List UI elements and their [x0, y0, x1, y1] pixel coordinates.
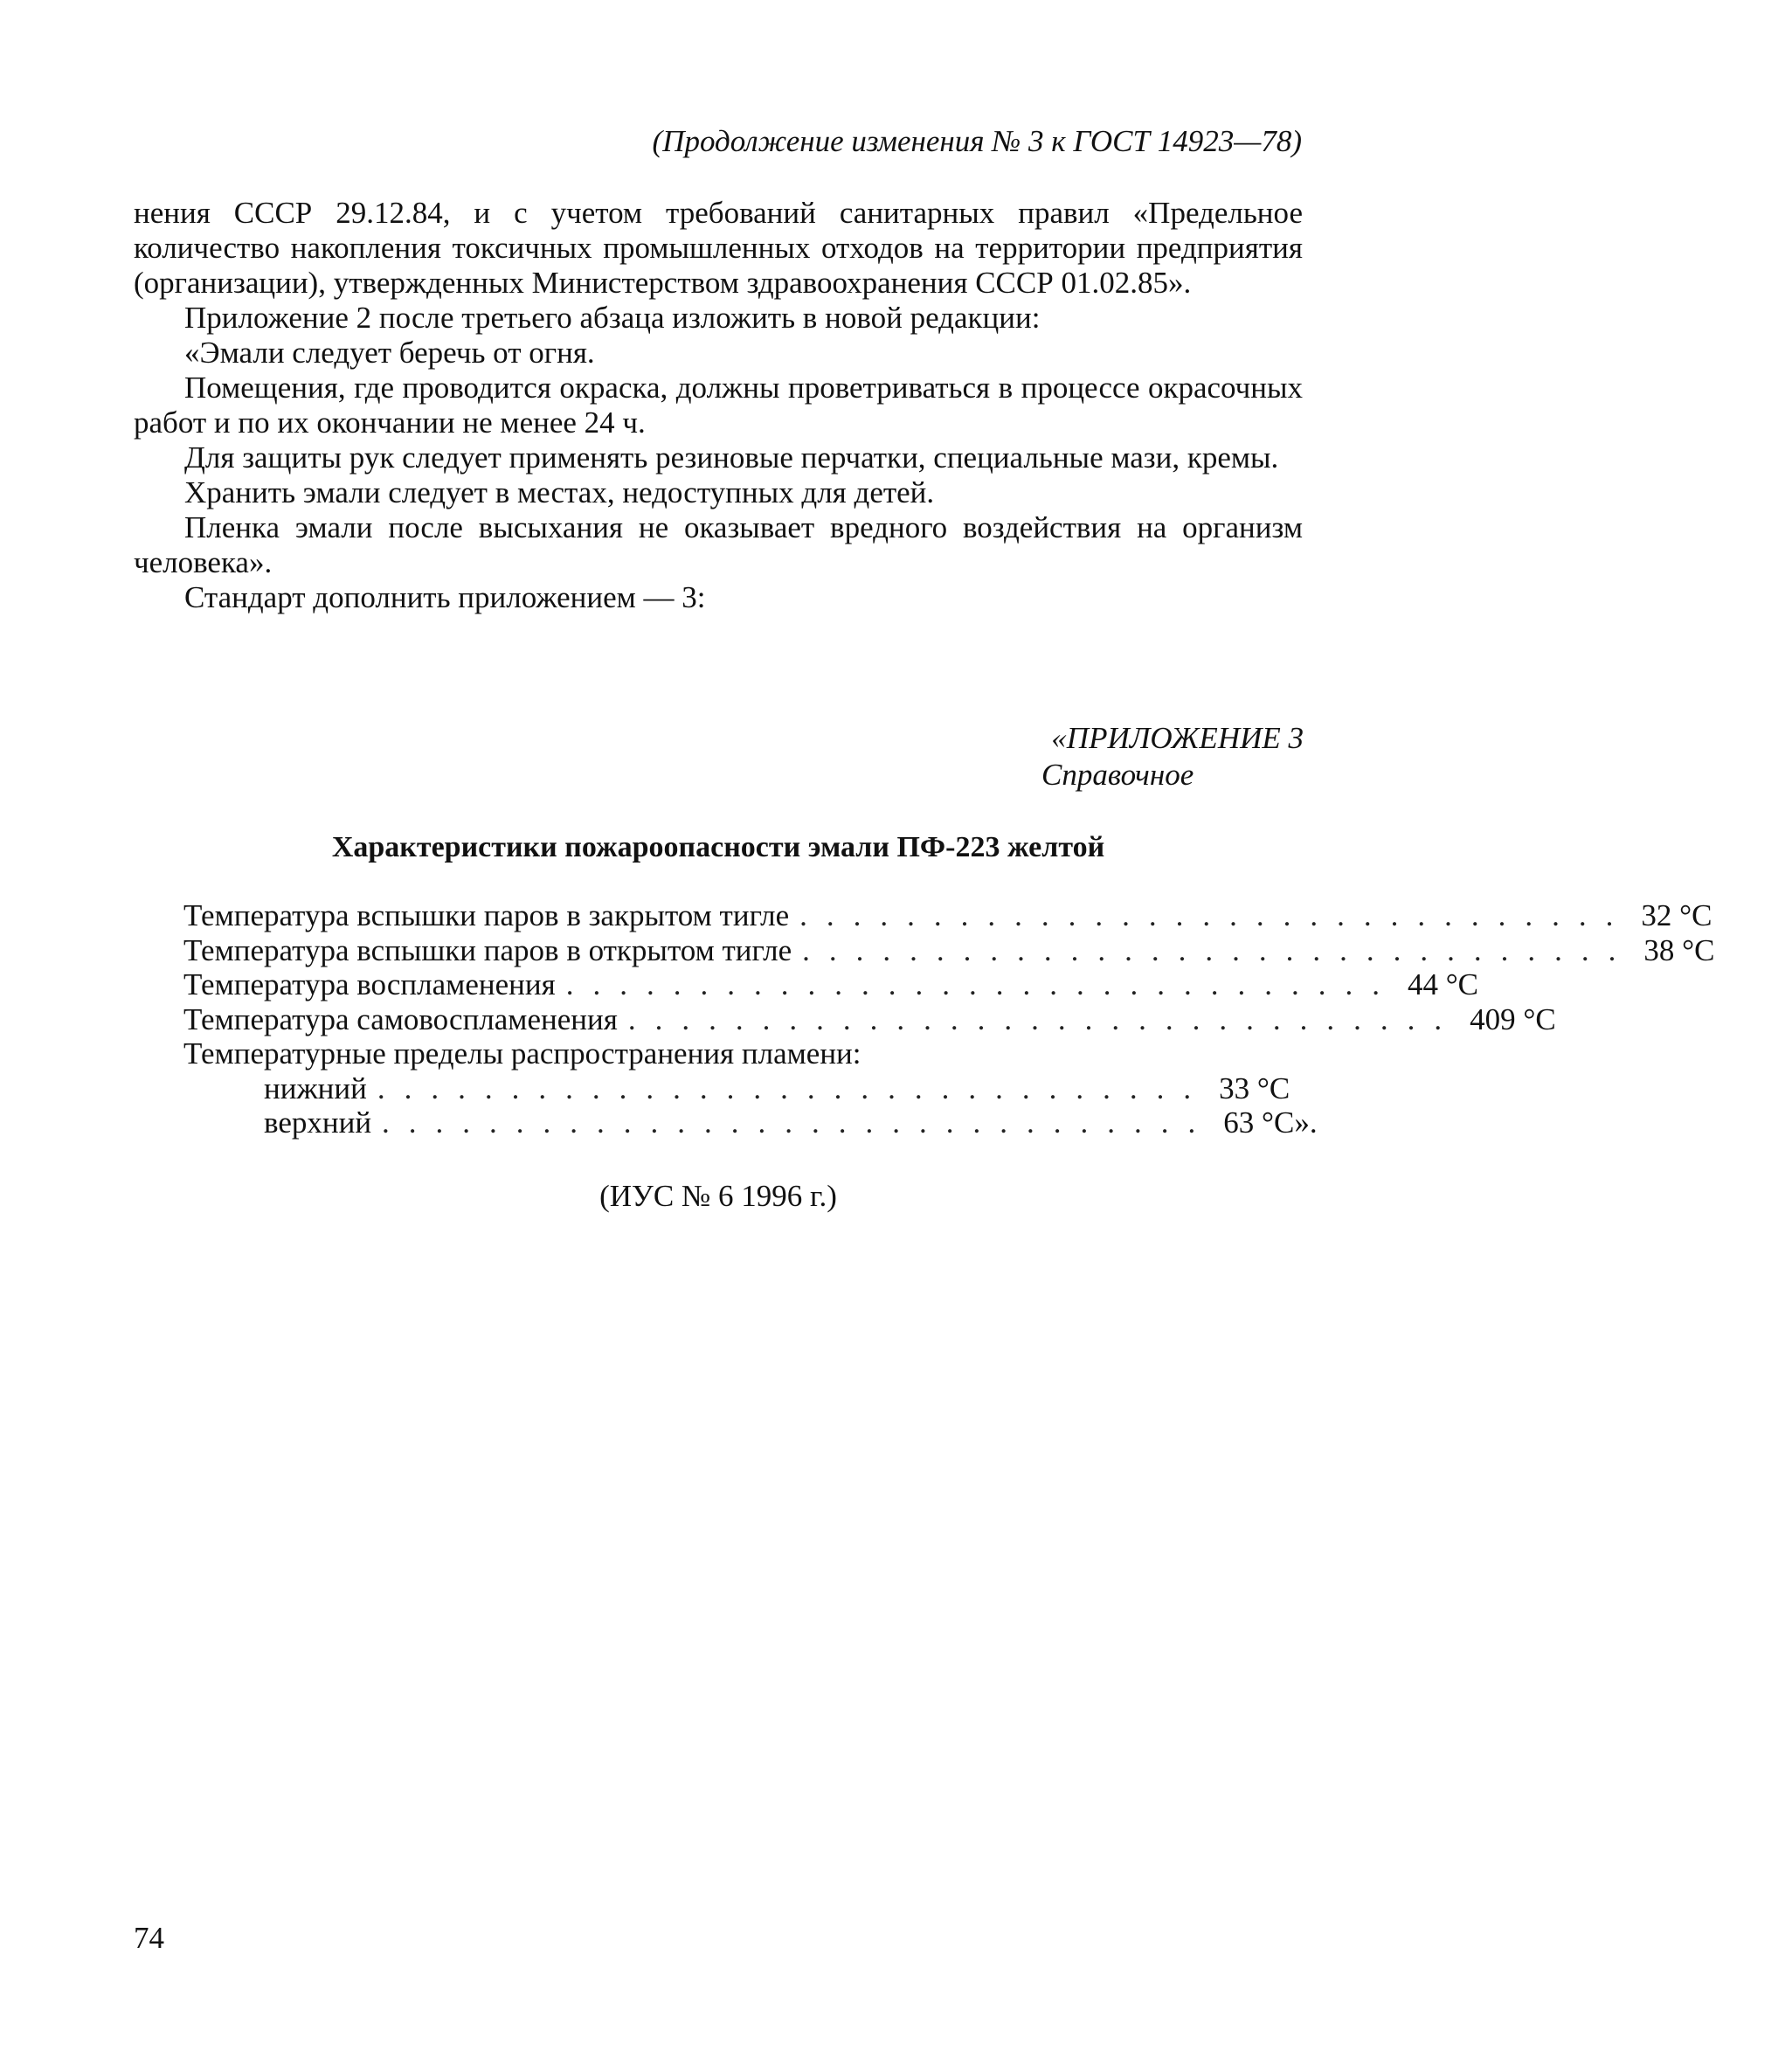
property-value: 409 °C	[1470, 1001, 1556, 1036]
property-label: Температура вспышки паров в открытом тигле	[183, 932, 792, 967]
dot-leader: ...............................	[382, 1105, 1215, 1140]
dot-leader: ...............................	[565, 967, 1399, 1001]
property-label: верхний	[264, 1105, 372, 1140]
paragraph: Стандарт дополнить приложением — 3:	[184, 580, 706, 614]
dot-leader: ...............................	[377, 1071, 1211, 1105]
paragraph: Пленка эмали после высыхания не оказывает вредного воздействия на организм человека».	[134, 510, 1303, 579]
property-value: 44 °C	[1407, 967, 1479, 1001]
body-text	[134, 196, 1303, 615]
group-label: Температурные пределы распространения пламени:	[183, 1036, 861, 1071]
table-row	[183, 1001, 1556, 1037]
table-row	[183, 967, 1479, 1002]
paragraph: Хранить эмали следует в местах, недоступных для детей.	[184, 475, 935, 509]
properties-table	[183, 898, 1715, 1140]
table-row	[183, 898, 1712, 933]
appendix-heading	[961, 720, 1304, 793]
property-label: Температура вспышки паров в закрытом тигле	[183, 898, 790, 932]
table-row	[183, 1071, 1311, 1106]
property-value: 32 °C	[1641, 898, 1712, 932]
table-row	[183, 932, 1715, 968]
property-label: Температура воспламенения	[183, 967, 556, 1001]
table-row	[183, 1105, 1318, 1140]
appendix-type: Справочное	[1041, 758, 1194, 792]
paragraph: Помещения, где проводится окраска, должны проветриваться в процессе окрасочных работ и по их окончании не менее 24 ч.	[134, 371, 1303, 440]
dot-leader: ...............................	[802, 932, 1636, 967]
table-title: Характеристики пожароопасности эмали ПФ-223 желтой	[331, 831, 1105, 863]
paragraph: «Эмали следует беречь от огня.	[184, 336, 595, 370]
paragraph: нения СССР 29.12.84, и с учетом требований санитарных правил «Предельное количество накопления токсичных промышленных отходов на территории предприятия (организации), утвержденных Министерством здравоохранения СССР 01.02.85».	[134, 196, 1303, 300]
property-label: Температура самовоспламенения	[183, 1001, 618, 1036]
property-value: 33 °C	[1219, 1071, 1290, 1105]
running-header: (Продолжение изменения № 3 к ГОСТ 14923—78)	[652, 124, 1302, 158]
appendix-title: «ПРИЛОЖЕНИЕ 3	[1051, 721, 1304, 755]
paragraph: Для защиты рук следует применять резиновые перчатки, специальные мази, кремы.	[184, 440, 1279, 475]
dot-leader: ...............................	[799, 898, 1633, 932]
property-label: нижний	[264, 1071, 367, 1105]
source-reference: (ИУС № 6 1996 г.)	[599, 1179, 837, 1213]
property-value: 38 °C	[1643, 932, 1715, 967]
paragraph: Приложение 2 после третьего абзаца изложить в новой редакции:	[184, 301, 1041, 335]
dot-leader: ...............................	[627, 1001, 1462, 1036]
property-value: 63 °C».	[1223, 1105, 1318, 1140]
page-number: 74	[134, 1921, 164, 1955]
